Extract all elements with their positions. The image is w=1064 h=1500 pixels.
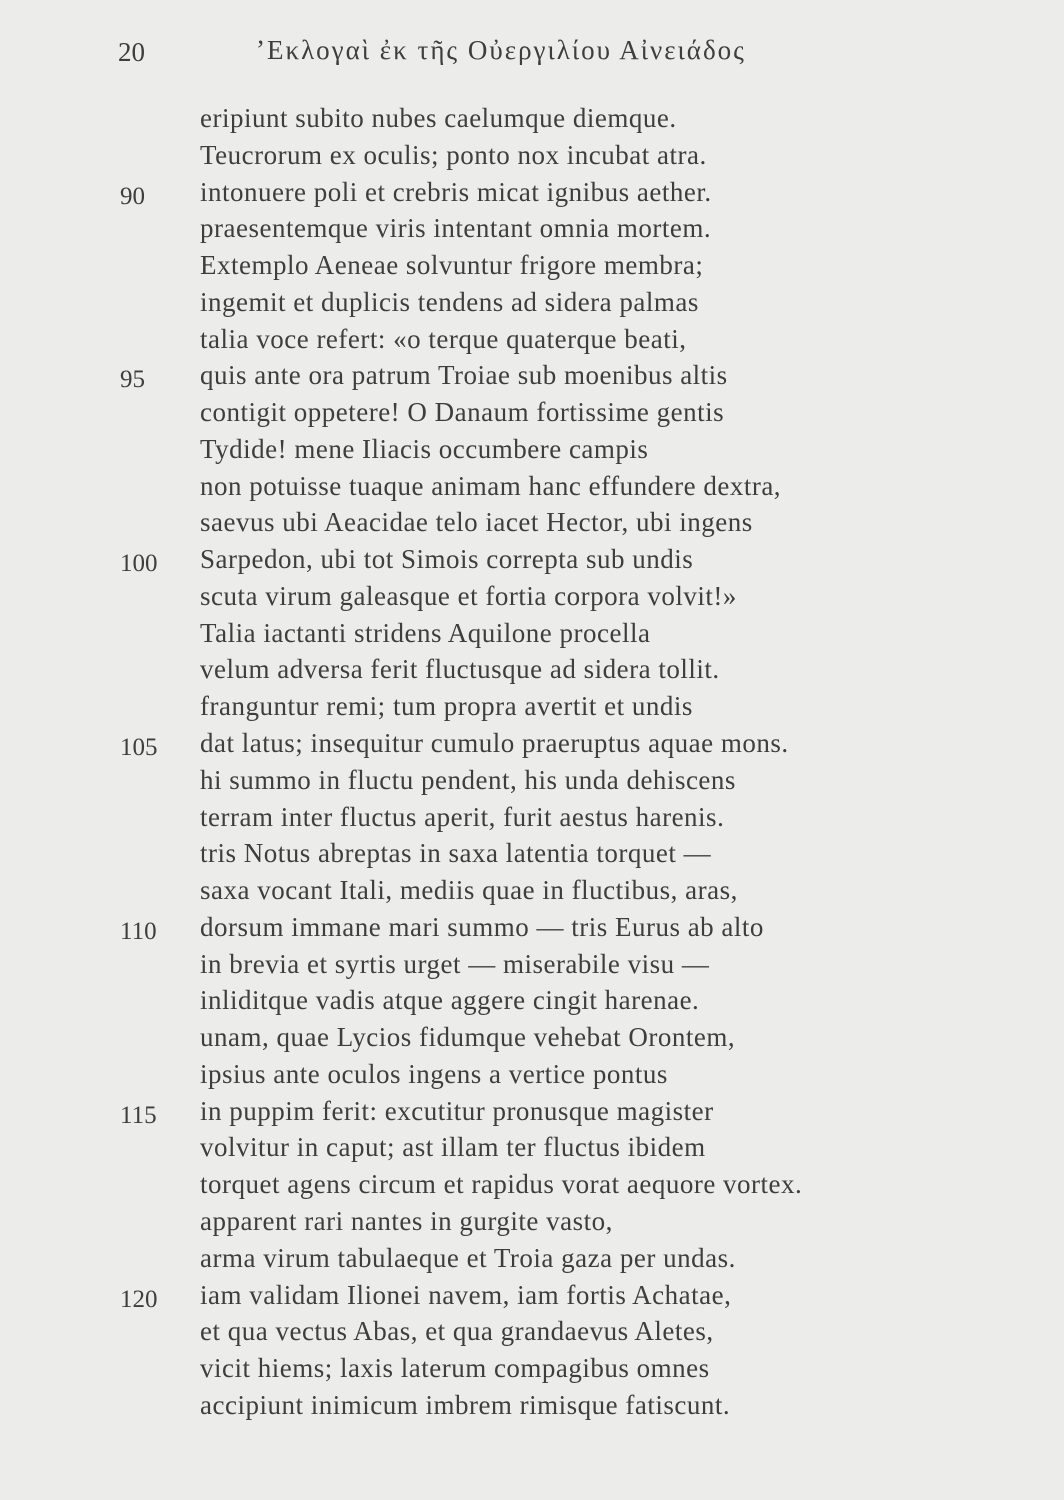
verse-text: franguntur remi; tum propra avertit et undis (200, 691, 693, 722)
line-number: 120 (120, 1285, 158, 1313)
verse-text: Extemplo Aeneae solvuntur frigore membra; (200, 250, 704, 281)
verse-text: velum adversa ferit fluctusque ad sidera tollit. (200, 654, 720, 685)
verse-text: in puppim ferit: excutitur pronusque magister (200, 1095, 714, 1126)
verse-line (0, 1166, 1064, 1203)
line-number: 95 (120, 366, 145, 394)
verse-line (0, 651, 1064, 688)
verse-text: arma virum tabulaeque et Troia gaza per undas. (200, 1242, 736, 1273)
verse-text: scuta virum galeasque et fortia corpora volvit!» (200, 580, 737, 611)
verse-line (0, 1203, 1064, 1240)
page-number: 20 (118, 37, 145, 67)
verse-line (0, 1019, 1064, 1056)
verse-line (0, 174, 1064, 211)
verse-text: accipiunt inimicum imbrem rimisque fatiscunt. (200, 1389, 731, 1420)
verse-line (0, 1387, 1064, 1424)
verse-text: praesentemque viris intentant omnia mortem. (200, 213, 712, 244)
verse-line (0, 1129, 1064, 1166)
verse-line (0, 1093, 1064, 1130)
line-number: 110 (120, 917, 157, 945)
verse-text: talia voce refert: «o terque quaterque beati, (200, 323, 687, 354)
verse-text: dorsum immane mari summo — tris Eurus ab alto (200, 911, 764, 942)
verse-line (0, 541, 1064, 578)
verse-line (0, 504, 1064, 541)
verse-line (0, 872, 1064, 909)
verse-line (0, 100, 1064, 137)
verse-line (0, 835, 1064, 872)
verse-line (0, 1277, 1064, 1314)
verse-text: intonuere poli et crebris micat ignibus aether. (200, 176, 712, 207)
verse-text: contigit oppetere! O Danaum fortissime gentis (200, 397, 725, 428)
verse-line (0, 1350, 1064, 1387)
verse-text: Tydide! mene Iliacis occumbere campis (200, 433, 649, 464)
verse-text: torquet agens circum et rapidus vorat aequore vortex. (200, 1169, 803, 1200)
verse-line (0, 431, 1064, 468)
verse-text: ingemit et duplicis tendens ad sidera palmas (200, 286, 699, 317)
verse-line (0, 247, 1064, 284)
verse-text: ipsius ante oculos ingens a vertice pontus (200, 1058, 668, 1089)
line-number: 90 (120, 182, 145, 210)
verse-line (0, 762, 1064, 799)
verse-line (0, 137, 1064, 174)
verse-line (0, 799, 1064, 836)
verse-text: Teucrorum ex oculis; ponto nox incubat atra. (200, 139, 707, 170)
verse-line (0, 394, 1064, 431)
verse-text: saxa vocant Itali, mediis quae in fluctibus, aras, (200, 875, 738, 906)
verse-text: iam validam Ilionei navem, iam fortis Achatae, (200, 1279, 732, 1310)
verse-text: dat latus; insequitur cumulo praeruptus aquae mons. (200, 728, 789, 759)
verse-line (0, 946, 1064, 983)
verse-text: terram inter fluctus aperit, furit aestus harenis. (200, 801, 725, 832)
verse-text: tris Notus abreptas in saxa latentia torquet — (200, 838, 712, 869)
verse-text: vicit hiems; laxis laterum compagibus omnes (200, 1353, 710, 1384)
line-number: 105 (120, 734, 158, 762)
verse-text: et qua vectus Abas, et qua grandaevus Aletes, (200, 1316, 714, 1347)
verse-line (0, 468, 1064, 505)
verse-text: apparent rari nantes in gurgite vasto, (200, 1205, 613, 1236)
running-head: ʼΕκλογαὶ ἐκ τῆς Οὐεργιλίου Αἰνειάδος (256, 35, 746, 65)
verse-text: Talia iactanti stridens Aquilone procella (200, 617, 651, 648)
verse-text: eripiunt subito nubes caelumque diemque. (200, 103, 677, 133)
line-number: 100 (120, 550, 158, 578)
verse-line (0, 1056, 1064, 1093)
verse-line (0, 321, 1064, 358)
verse-text: in brevia et syrtis urget — miserabile visu — (200, 948, 710, 979)
verse-text: hi summo in fluctu pendent, his unda dehiscens (200, 764, 736, 795)
verse-text: inliditque vadis atque aggere cingit harenae. (200, 985, 700, 1016)
verse-text: quis ante ora patrum Troiae sub moenibus altis (200, 360, 728, 391)
verse-line (0, 688, 1064, 725)
verse-text: non potuisse tuaque animam hanc effundere dextra, (200, 470, 782, 501)
verse-text: saevus ubi Aeacidae telo iacet Hector, ubi ingens (200, 507, 753, 538)
line-number: 115 (120, 1101, 157, 1129)
verse-line (0, 578, 1064, 615)
verse-line (0, 909, 1064, 946)
verse-line (0, 982, 1064, 1019)
verse-text: volvitur in caput; ast illam ter fluctus ibidem (200, 1132, 706, 1163)
verse-line (0, 1240, 1064, 1277)
verse-line (0, 1313, 1064, 1350)
verse-line (0, 284, 1064, 321)
verse-line (0, 357, 1064, 394)
verse-text: Sarpedon, ubi tot Simois correpta sub undis (200, 544, 694, 575)
verse-line (0, 210, 1064, 247)
verse-text: unam, quae Lycios fidumque vehebat Orontem, (200, 1022, 736, 1053)
verse-line (0, 615, 1064, 652)
verse-line (0, 725, 1064, 762)
verse-block (0, 100, 1064, 1424)
